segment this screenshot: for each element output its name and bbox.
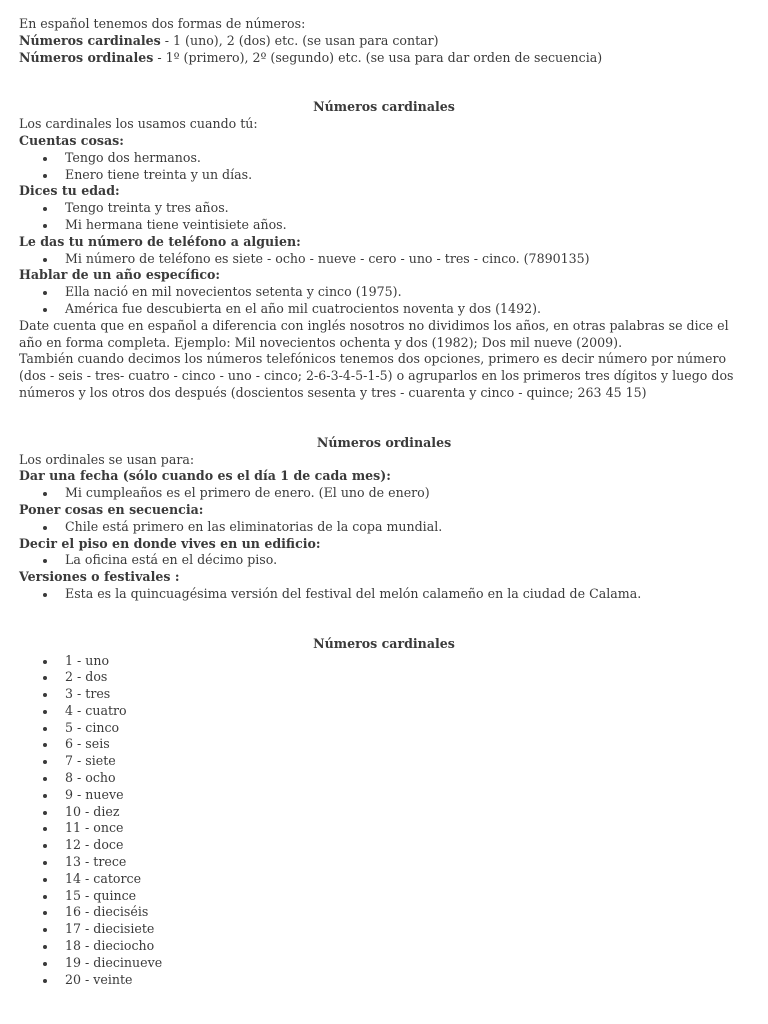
- group-label: Cuentas cosas:: [19, 132, 124, 148]
- group-label: Dar una fecha (sólo cuando es el día 1 de cada mes):: [19, 468, 391, 484]
- intro-line: En español tenemos dos formas de números:: [19, 16, 306, 31]
- cardinales-note-years: Date cuenta que en español a diferencia con inglés nosotros no dividimos los años, en otras palabras se dice el año en forma completa. Ejemplo: Mil novecientos ochenta y dos (1982); Dos mil nueve (2009).: [19, 317, 729, 350]
- number-item: 9 - nueve: [19, 787, 749, 804]
- number-item: 1 - uno: [19, 653, 749, 670]
- number-item: 15 - quince: [19, 888, 749, 905]
- group-label: Hablar de un año específico:: [19, 267, 221, 283]
- bullet-list: [19, 552, 749, 569]
- number-item: 13 - trece: [19, 854, 749, 871]
- number-item: 17 - diecisiete: [19, 921, 749, 938]
- number-item: 8 - ocho: [19, 770, 749, 787]
- intro-ordinal-line: [19, 50, 749, 67]
- group-label: Le das tu número de teléfono a alguien:: [19, 233, 301, 249]
- number-item: 2 - dos: [19, 669, 749, 686]
- bullet-list: [19, 586, 749, 603]
- number-item: 5 - cinco: [19, 720, 749, 737]
- bullet-list: [19, 519, 749, 536]
- list-item: América fue descubierta en el año mil cuatrocientos noventa y dos (1492).: [19, 301, 749, 318]
- list-item: Tengo treinta y tres años.: [19, 200, 749, 217]
- intro-cardinal-label: Números cardinales: [19, 32, 161, 48]
- list-item: Chile está primero en las eliminatorias de la copa mundial.: [19, 519, 749, 536]
- number-item: 14 - catorce: [19, 871, 749, 888]
- number-item: 10 - diez: [19, 804, 749, 821]
- list-item: Tengo dos hermanos.: [19, 150, 749, 167]
- number-item: 12 - doce: [19, 837, 749, 854]
- group-label: Decir el piso en donde vives en un edificio:: [19, 535, 321, 551]
- ordinales-heading: Números ordinales: [316, 434, 452, 450]
- spacer: [19, 66, 749, 99]
- list-item: Mi cumpleaños es el primero de enero. (El uno de enero): [19, 485, 749, 502]
- number-item: 11 - once: [19, 820, 749, 837]
- number-item: 20 - veinte: [19, 972, 749, 989]
- number-item: 7 - siete: [19, 753, 749, 770]
- list-item: Esta es la quincuagésima versión del festival del melón calameño en la ciudad de Calama.: [19, 586, 749, 603]
- number-item: 18 - dieciocho: [19, 938, 749, 955]
- spacer: [19, 603, 749, 636]
- number-item: 19 - diecinueve: [19, 955, 749, 972]
- list-item: Enero tiene treinta y un días.: [19, 167, 749, 184]
- list-item: Mi número de teléfono es siete - ocho - nueve - cero - uno - tres - cinco. (7890135): [19, 251, 749, 268]
- bullet-list: [19, 284, 749, 318]
- ordinales-intro: Los ordinales se usan para:: [19, 451, 195, 467]
- intro-cardinal-line: [19, 33, 749, 50]
- number-item: 6 - seis: [19, 736, 749, 753]
- spacer: [19, 402, 749, 435]
- group-label: Versiones o festivales :: [19, 569, 180, 585]
- lista-heading: Números cardinales: [313, 635, 455, 651]
- cardinales-note-phone: También cuando decimos los números telefónicos tenemos dos opciones, primero es decir número por número (dos - seis - tres- cuatro - cinco - uno - cinco; 2-6-3-4-5-1-5) o agruparlos en los primeros tres dígitos y luego dos números y los otros dos después (doscientos sesenta y tres - cuarenta y cinco - quince; 263 45 15): [19, 351, 734, 400]
- list-item: La oficina está en el décimo piso.: [19, 552, 749, 569]
- bullet-list: [19, 150, 749, 184]
- list-item: Mi hermana tiene veintisiete años.: [19, 217, 749, 234]
- cardinales-intro: Los cardinales los usamos cuando tú:: [19, 116, 258, 132]
- number-item: 4 - cuatro: [19, 703, 749, 720]
- number-list: [19, 653, 749, 989]
- list-item: Ella nació en mil novecientos setenta y cinco (1975).: [19, 284, 749, 301]
- bullet-list: [19, 485, 749, 502]
- number-item: 16 - dieciséis: [19, 904, 749, 921]
- cardinales-heading: Números cardinales: [313, 99, 455, 115]
- bullet-list: [19, 200, 749, 234]
- group-label: Dices tu edad:: [19, 183, 120, 199]
- intro-ordinal-label: Números ordinales: [19, 49, 154, 65]
- intro-ordinal-text: - 1º (primero), 2º (segundo) etc. (se usa para dar orden de secuencia): [153, 49, 603, 65]
- group-label: Poner cosas en secuencia:: [19, 501, 204, 517]
- intro-cardinal-text: - 1 (uno), 2 (dos) etc. (se usan para contar): [160, 32, 439, 48]
- bullet-list: [19, 251, 749, 268]
- number-item: 3 - tres: [19, 686, 749, 703]
